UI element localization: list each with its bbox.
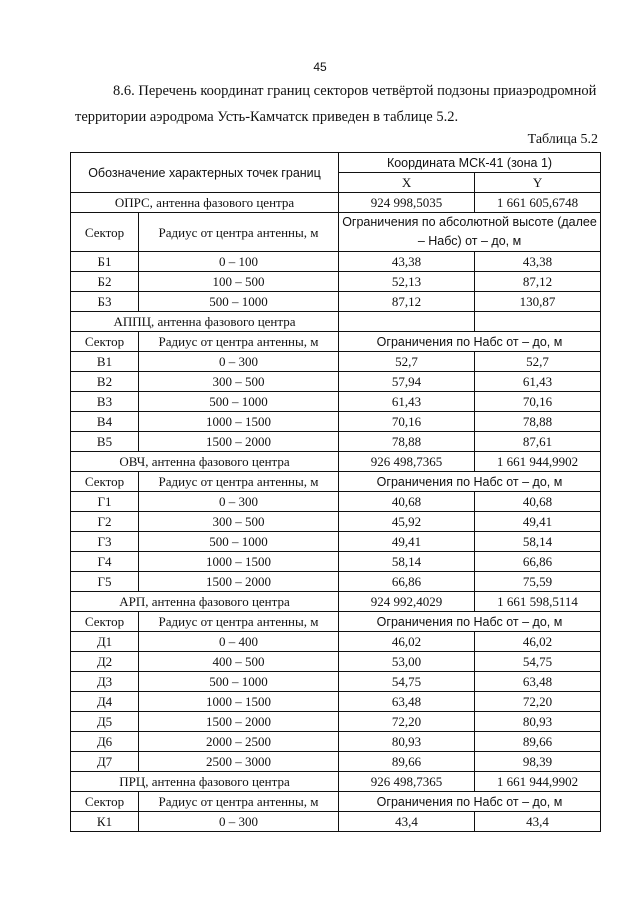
radius-range: 1500 – 2000 (139, 572, 339, 592)
radius-range: 0 – 300 (139, 352, 339, 372)
radius-range: 0 – 300 (139, 812, 339, 832)
section-column-header-row (71, 792, 601, 812)
radius-range: 1500 – 2000 (139, 432, 339, 452)
section-name: ОПРС, антенна фазового центра (71, 193, 339, 213)
table-row (71, 712, 601, 732)
limit-from: 63,48 (339, 692, 475, 712)
table-row (71, 412, 601, 432)
sector-id: Г5 (71, 572, 139, 592)
sector-id: Г1 (71, 492, 139, 512)
limit-to: 75,59 (475, 572, 601, 592)
limit-from: 89,66 (339, 752, 475, 772)
col-radius: Радиус от центра антенны, м (139, 332, 339, 352)
limit-to: 87,12 (475, 272, 601, 292)
table-row (71, 692, 601, 712)
limit-to: 130,87 (475, 292, 601, 312)
limit-to: 49,41 (475, 512, 601, 532)
radius-range: 100 – 500 (139, 272, 339, 292)
limit-to: 40,68 (475, 492, 601, 512)
limit-from: 52,7 (339, 352, 475, 372)
section-column-header-row (71, 332, 601, 352)
radius-range: 0 – 400 (139, 632, 339, 652)
table-row (71, 252, 601, 272)
limit-from: 46,02 (339, 632, 475, 652)
limit-to: 89,66 (475, 732, 601, 752)
limit-from: 72,20 (339, 712, 475, 732)
table-row (71, 652, 601, 672)
sector-id: Д5 (71, 712, 139, 732)
table-row (71, 492, 601, 512)
limit-to: 70,16 (475, 392, 601, 412)
limit-from: 57,94 (339, 372, 475, 392)
section-coord-x: 924 998,5035 (339, 193, 475, 213)
section-name: ПРЦ, антенна фазового центра (71, 772, 339, 792)
table-row (71, 512, 601, 532)
section-title-row (71, 312, 601, 332)
table-row (71, 552, 601, 572)
table-row (71, 752, 601, 772)
radius-range: 500 – 1000 (139, 392, 339, 412)
section-column-header-row (71, 472, 601, 492)
table-row (71, 532, 601, 552)
limit-to: 46,02 (475, 632, 601, 652)
sector-id: В4 (71, 412, 139, 432)
table-body (71, 153, 601, 832)
col-sector: Сектор (71, 332, 139, 352)
sector-id: Д4 (71, 692, 139, 712)
col-limit: Ограничения по Набс от – до, м (339, 472, 601, 492)
col-limit: Ограничения по Набс от – до, м (339, 332, 601, 352)
sector-id: Б1 (71, 252, 139, 272)
intro-paragraph (75, 78, 600, 130)
col-limit: Ограничения по абсолютной высоте (далее – Набс) от – до, м (339, 213, 601, 252)
radius-range: 500 – 1000 (139, 672, 339, 692)
limit-from: 40,68 (339, 492, 475, 512)
radius-range: 400 – 500 (139, 652, 339, 672)
section-column-header-row (71, 612, 601, 632)
limit-to: 52,7 (475, 352, 601, 372)
limit-from: 45,92 (339, 512, 475, 532)
sector-id: В2 (71, 372, 139, 392)
limit-to: 61,43 (475, 372, 601, 392)
section-coord-x (339, 312, 475, 332)
table-row (71, 732, 601, 752)
sector-id: Д3 (71, 672, 139, 692)
limit-from: 54,75 (339, 672, 475, 692)
section-coord-y: 1 661 598,5114 (475, 592, 601, 612)
table-row (71, 352, 601, 372)
header-designation: Обозначение характерных точек границ (71, 153, 339, 193)
col-sector: Сектор (71, 472, 139, 492)
col-sector: Сектор (71, 612, 139, 632)
header-x: X (339, 173, 475, 193)
limit-from: 43,4 (339, 812, 475, 832)
limit-to: 66,86 (475, 552, 601, 572)
col-limit: Ограничения по Набс от – до, м (339, 612, 601, 632)
table-row (71, 292, 601, 312)
section-coord-x: 924 992,4029 (339, 592, 475, 612)
limit-to: 54,75 (475, 652, 601, 672)
sector-id: Г3 (71, 532, 139, 552)
sector-id: Д1 (71, 632, 139, 652)
col-limit: Ограничения по Набс от – до, м (339, 792, 601, 812)
section-coord-y (475, 312, 601, 332)
sector-id: Д6 (71, 732, 139, 752)
section-title-row (71, 592, 601, 612)
table-row (71, 432, 601, 452)
radius-range: 0 – 100 (139, 252, 339, 272)
radius-range: 1000 – 1500 (139, 552, 339, 572)
limit-to: 43,38 (475, 252, 601, 272)
intro-line-2: территории аэродрома Усть-Камчатск приведен в таблице 5.2. (75, 109, 459, 125)
sector-id: Б2 (71, 272, 139, 292)
sector-id: К1 (71, 812, 139, 832)
table-row (71, 572, 601, 592)
col-radius: Радиус от центра антенны, м (139, 213, 339, 252)
col-radius: Радиус от центра антенны, м (139, 472, 339, 492)
limit-to: 78,88 (475, 412, 601, 432)
header-y: Y (475, 173, 601, 193)
section-name: ОВЧ, антенна фазового центра (71, 452, 339, 472)
section-title-row (71, 772, 601, 792)
section-coord-y: 1 661 944,9902 (475, 452, 601, 472)
limit-from: 43,38 (339, 252, 475, 272)
limit-to: 58,14 (475, 532, 601, 552)
table-caption: Таблица 5.2 (527, 132, 598, 147)
sector-id: Д7 (71, 752, 139, 772)
limit-from: 70,16 (339, 412, 475, 432)
sector-id: Г4 (71, 552, 139, 572)
limit-to: 87,61 (475, 432, 601, 452)
header-row-1 (71, 153, 601, 173)
col-sector: Сектор (71, 213, 139, 252)
sector-id: Д2 (71, 652, 139, 672)
limit-to: 98,39 (475, 752, 601, 772)
table-row (71, 272, 601, 292)
limit-from: 52,13 (339, 272, 475, 292)
section-coord-x: 926 498,7365 (339, 772, 475, 792)
section-coord-y: 1 661 605,6748 (475, 193, 601, 213)
limit-from: 49,41 (339, 532, 475, 552)
section-title-row (71, 193, 601, 213)
radius-range: 0 – 300 (139, 492, 339, 512)
radius-range: 2000 – 2500 (139, 732, 339, 752)
table-row (71, 672, 601, 692)
limit-from: 87,12 (339, 292, 475, 312)
limit-to: 43,4 (475, 812, 601, 832)
section-title-row (71, 452, 601, 472)
col-sector: Сектор (71, 792, 139, 812)
coordinates-table (70, 152, 601, 832)
col-radius: Радиус от центра антенны, м (139, 792, 339, 812)
section-name: АППЦ, антенна фазового центра (71, 312, 339, 332)
intro-line-1: 8.6. Перечень координат границ секторов четвёртой подзоны приаэродромной (113, 83, 597, 99)
limit-from: 53,00 (339, 652, 475, 672)
limit-from: 80,93 (339, 732, 475, 752)
header-coord: Координата МСК-41 (зона 1) (339, 153, 601, 173)
section-column-header-row (71, 213, 601, 252)
limit-to: 63,48 (475, 672, 601, 692)
limit-from: 66,86 (339, 572, 475, 592)
sector-id: В5 (71, 432, 139, 452)
limit-to: 80,93 (475, 712, 601, 732)
limit-from: 61,43 (339, 392, 475, 412)
section-coord-x: 926 498,7365 (339, 452, 475, 472)
limit-to: 72,20 (475, 692, 601, 712)
radius-range: 500 – 1000 (139, 532, 339, 552)
radius-range: 2500 – 3000 (139, 752, 339, 772)
section-name: АРП, антенна фазового центра (71, 592, 339, 612)
radius-range: 500 – 1000 (139, 292, 339, 312)
radius-range: 1500 – 2000 (139, 712, 339, 732)
section-coord-y: 1 661 944,9902 (475, 772, 601, 792)
page-number: 45 (313, 60, 327, 74)
radius-range: 1000 – 1500 (139, 412, 339, 432)
radius-range: 300 – 500 (139, 512, 339, 532)
radius-range: 300 – 500 (139, 372, 339, 392)
table-row (71, 812, 601, 832)
sector-id: В1 (71, 352, 139, 372)
col-radius: Радиус от центра антенны, м (139, 612, 339, 632)
limit-from: 78,88 (339, 432, 475, 452)
table-row (71, 392, 601, 412)
sector-id: В3 (71, 392, 139, 412)
radius-range: 1000 – 1500 (139, 692, 339, 712)
sector-id: Г2 (71, 512, 139, 532)
table-row (71, 632, 601, 652)
limit-from: 58,14 (339, 552, 475, 572)
sector-id: Б3 (71, 292, 139, 312)
table-row (71, 372, 601, 392)
